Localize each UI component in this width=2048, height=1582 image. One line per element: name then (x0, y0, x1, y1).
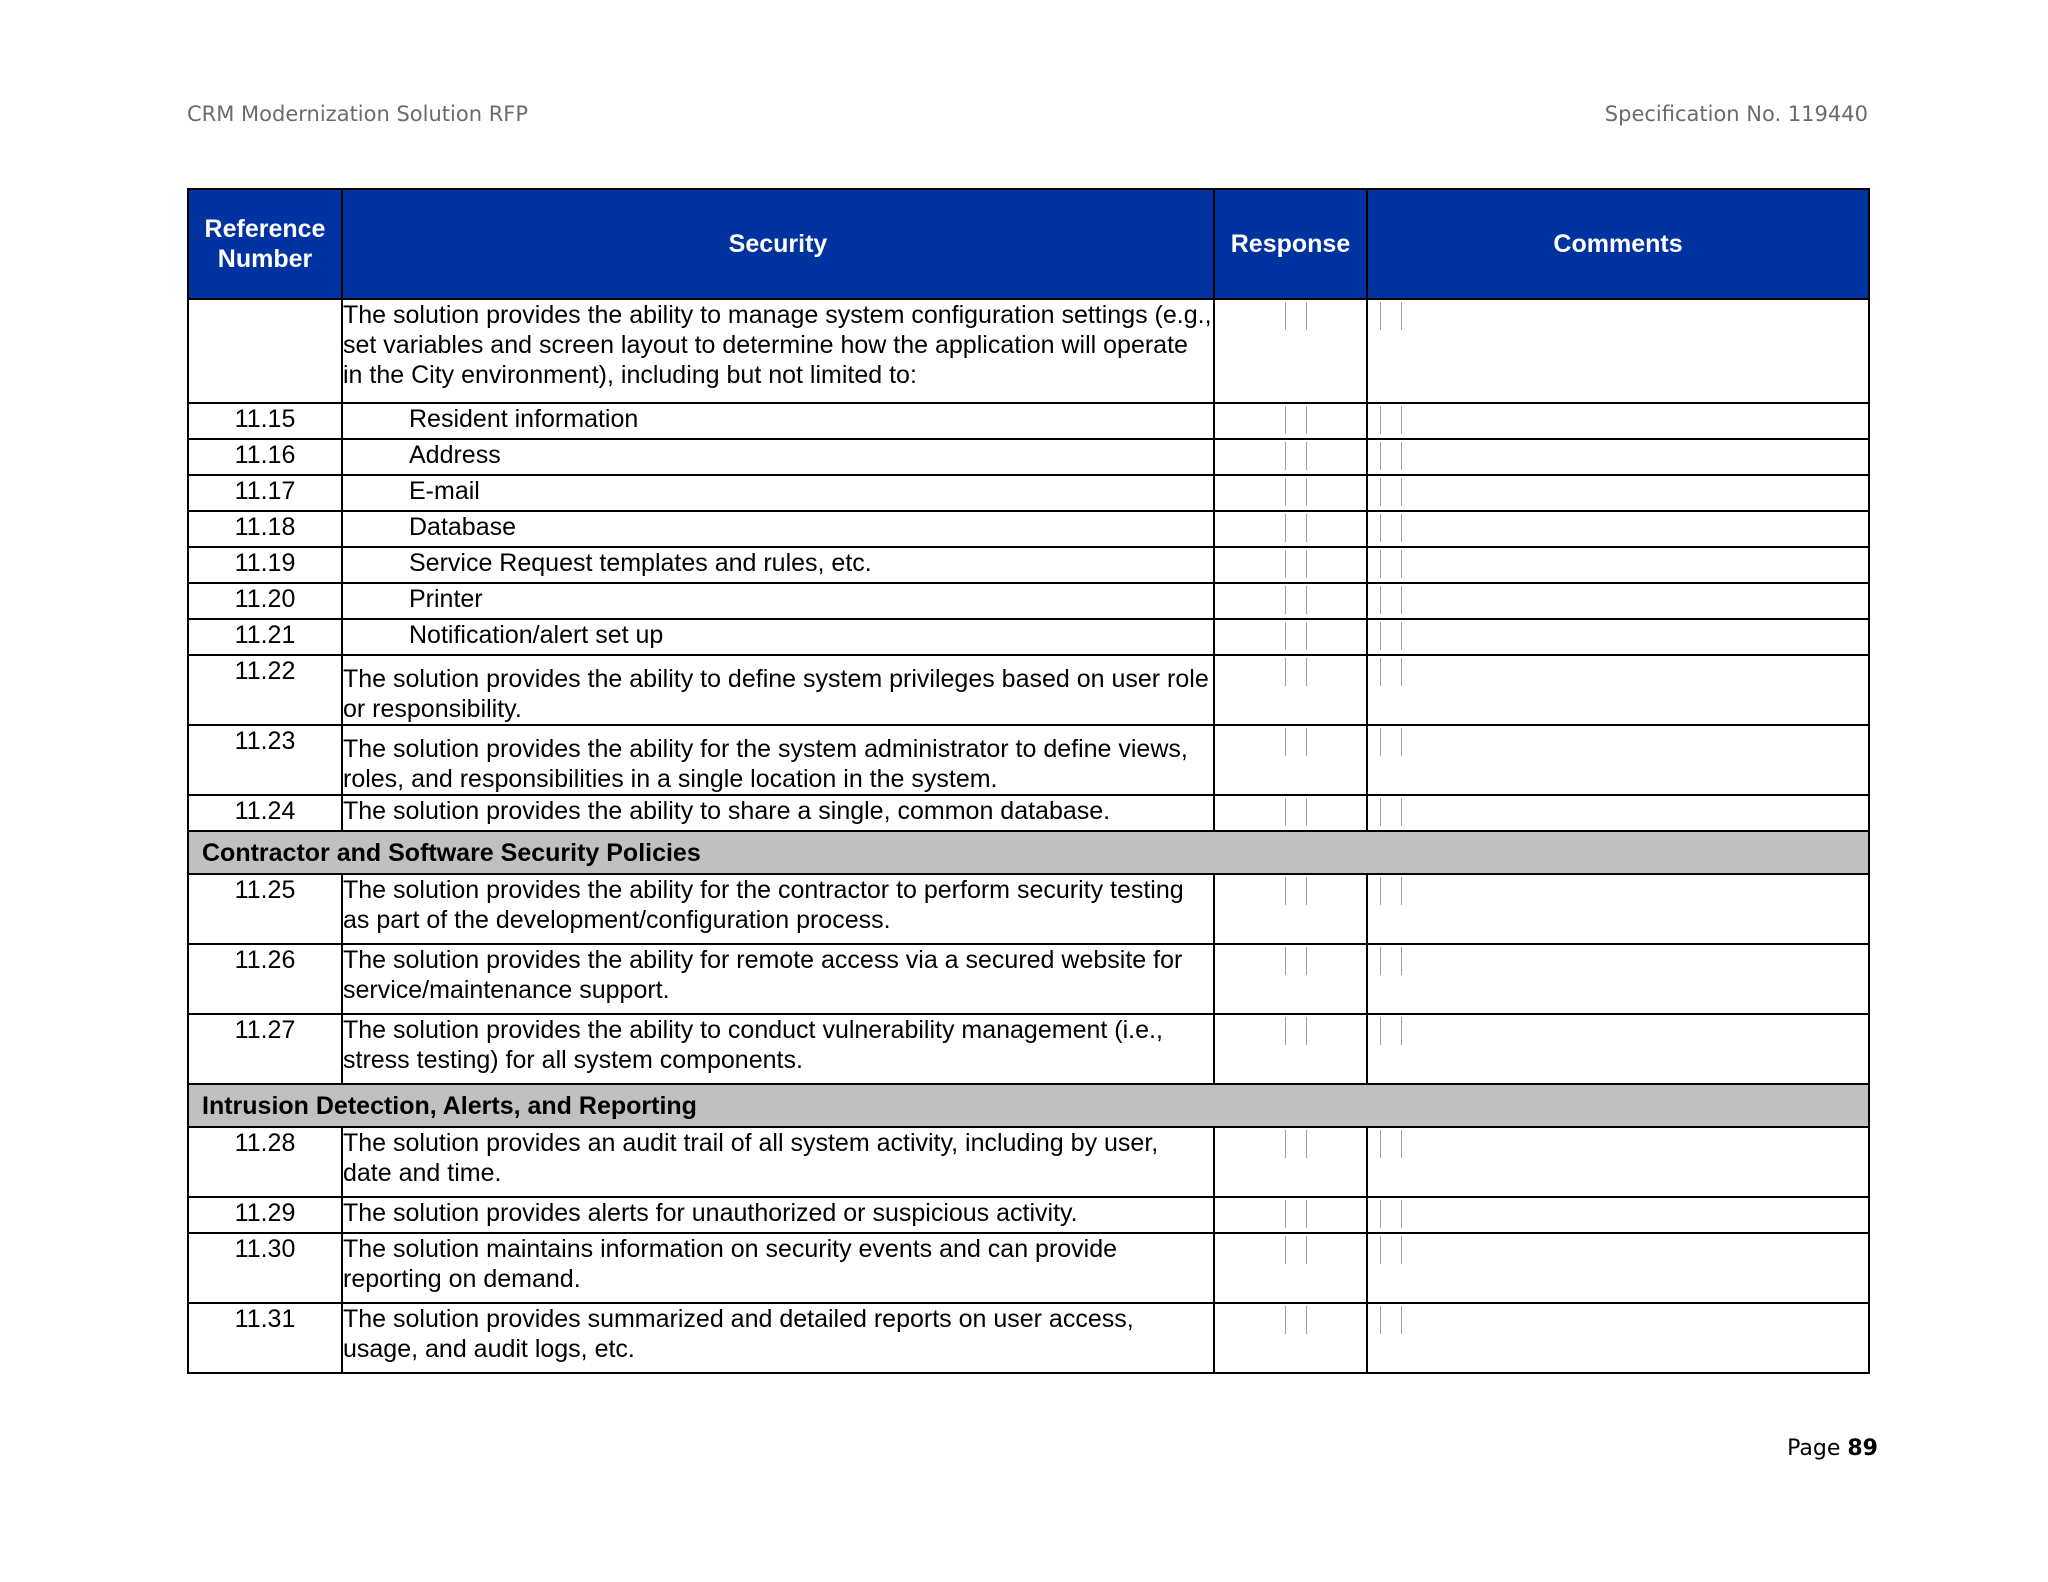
comments-cell[interactable] (1367, 1197, 1869, 1233)
reference-number: 11.29 (188, 1197, 342, 1233)
reference-number: 11.24 (188, 795, 342, 831)
response-cell[interactable] (1214, 795, 1367, 831)
comments-cell[interactable] (1367, 475, 1869, 511)
response-cell[interactable] (1214, 619, 1367, 655)
requirement-text: The solution maintains information on security events and can provide reporting on demand. (342, 1233, 1214, 1303)
comments-field[interactable] (1380, 514, 1402, 542)
reference-number: 11.31 (188, 1303, 342, 1373)
reference-number: 11.16 (188, 439, 342, 475)
reference-number: 11.17 (188, 475, 342, 511)
comments-cell[interactable] (1367, 944, 1869, 1014)
response-field[interactable] (1285, 586, 1307, 614)
section-title: Contractor and Software Security Policies (188, 831, 1869, 874)
reference-number: 11.18 (188, 511, 342, 547)
reference-number: 11.20 (188, 583, 342, 619)
comments-cell[interactable] (1367, 511, 1869, 547)
response-cell[interactable] (1214, 1197, 1367, 1233)
comments-field[interactable] (1380, 947, 1402, 975)
requirement-text: The solution provides the ability to manage system configuration settings (e.g., set variables and screen layout to determine how the application will operate in the City environment), including but not limited to: (342, 299, 1214, 403)
requirement-text: Service Request templates and rules, etc. (342, 547, 1214, 583)
response-cell[interactable] (1214, 944, 1367, 1014)
section-header-row (188, 831, 1869, 874)
requirement-text: E-mail (342, 475, 1214, 511)
requirement-text: The solution provides the ability for the system administrator to define views, roles, and responsibilities in a single location in the system. (342, 725, 1214, 795)
response-field[interactable] (1285, 877, 1307, 905)
response-field[interactable] (1285, 622, 1307, 650)
column-header-reference: Reference Number (188, 189, 342, 299)
response-cell[interactable] (1214, 583, 1367, 619)
table-row (188, 547, 1869, 583)
response-field[interactable] (1285, 1200, 1307, 1228)
reference-number (188, 299, 342, 403)
column-header-response: Response (1214, 189, 1367, 299)
page-footer (1787, 1436, 1878, 1461)
comments-cell[interactable] (1367, 725, 1869, 795)
comments-cell[interactable] (1367, 874, 1869, 944)
requirement-text: Database (342, 511, 1214, 547)
table-row (188, 1197, 1869, 1233)
table-row (188, 1303, 1869, 1373)
reference-number: 11.26 (188, 944, 342, 1014)
reference-number: 11.19 (188, 547, 342, 583)
comments-field[interactable] (1380, 302, 1402, 330)
reference-number: 11.25 (188, 874, 342, 944)
specification-number: Specification No. 119440 (1604, 102, 1868, 126)
comments-field[interactable] (1380, 1200, 1402, 1228)
table-header-row (188, 189, 1869, 299)
comments-cell[interactable] (1367, 619, 1869, 655)
response-field[interactable] (1285, 1306, 1307, 1334)
response-cell[interactable] (1214, 547, 1367, 583)
reference-number: 11.15 (188, 403, 342, 439)
comments-cell[interactable] (1367, 795, 1869, 831)
response-field[interactable] (1285, 658, 1307, 686)
reference-number: 11.28 (188, 1127, 342, 1197)
requirement-text: Address (342, 439, 1214, 475)
response-field[interactable] (1285, 1130, 1307, 1158)
requirement-text: The solution provides an audit trail of all system activity, including by user, date and time. (342, 1127, 1214, 1197)
comments-field[interactable] (1380, 728, 1402, 756)
comments-field[interactable] (1380, 1130, 1402, 1158)
comments-field[interactable] (1380, 1017, 1402, 1045)
table-row (188, 655, 1869, 725)
table-row (188, 725, 1869, 795)
reference-number: 11.21 (188, 619, 342, 655)
table-row (188, 511, 1869, 547)
response-cell[interactable] (1214, 1303, 1367, 1373)
response-cell[interactable] (1214, 475, 1367, 511)
response-field[interactable] (1285, 1236, 1307, 1264)
comments-field[interactable] (1380, 877, 1402, 905)
comments-cell[interactable] (1367, 547, 1869, 583)
table-row (188, 583, 1869, 619)
comments-cell[interactable] (1367, 1233, 1869, 1303)
document-title: CRM Modernization Solution RFP (187, 102, 529, 126)
reference-number: 11.23 (188, 725, 342, 795)
response-field[interactable] (1285, 302, 1307, 330)
comments-field[interactable] (1380, 550, 1402, 578)
response-field[interactable] (1285, 514, 1307, 542)
column-header-comments: Comments (1367, 189, 1869, 299)
section-title: Intrusion Detection, Alerts, and Reporting (188, 1084, 1869, 1127)
response-field[interactable] (1285, 947, 1307, 975)
table-row (188, 795, 1869, 831)
requirements-table (187, 188, 1870, 1374)
comments-field[interactable] (1380, 1236, 1402, 1264)
table-row (188, 1233, 1869, 1303)
comments-cell[interactable] (1367, 403, 1869, 439)
reference-number: 11.30 (188, 1233, 342, 1303)
requirement-text: The solution provides summarized and detailed reports on user access, usage, and audit logs, etc. (342, 1303, 1214, 1373)
table-row (188, 403, 1869, 439)
page-number: 89 (1847, 1436, 1878, 1461)
response-field[interactable] (1285, 442, 1307, 470)
table-body (188, 299, 1869, 1373)
page-label: Page (1787, 1436, 1848, 1461)
comments-field[interactable] (1380, 406, 1402, 434)
comments-field[interactable] (1380, 442, 1402, 470)
comments-cell[interactable] (1367, 439, 1869, 475)
response-cell[interactable] (1214, 299, 1367, 403)
table-row (188, 1127, 1869, 1197)
comments-field[interactable] (1380, 798, 1402, 826)
requirement-text: The solution provides the ability to define system privileges based on user role or responsibility. (342, 655, 1214, 725)
reference-number: 11.22 (188, 655, 342, 725)
table-row (188, 874, 1869, 944)
response-field[interactable] (1285, 798, 1307, 826)
requirement-text: The solution provides the ability for remote access via a secured website for service/maintenance support. (342, 944, 1214, 1014)
reference-number: 11.27 (188, 1014, 342, 1084)
comments-field[interactable] (1380, 1306, 1402, 1334)
comments-cell[interactable] (1367, 299, 1869, 403)
table-row (188, 475, 1869, 511)
response-cell[interactable] (1214, 874, 1367, 944)
response-field[interactable] (1285, 406, 1307, 434)
comments-cell[interactable] (1367, 1303, 1869, 1373)
table-row (188, 299, 1869, 403)
response-field[interactable] (1285, 478, 1307, 506)
comments-cell[interactable] (1367, 1014, 1869, 1084)
table-row (188, 944, 1869, 1014)
table-row (188, 1014, 1869, 1084)
response-field[interactable] (1285, 1017, 1307, 1045)
requirement-text: The solution provides the ability for the contractor to perform security testing as part of the development/configuration process. (342, 874, 1214, 944)
response-field[interactable] (1285, 728, 1307, 756)
comments-cell[interactable] (1367, 583, 1869, 619)
comments-cell[interactable] (1367, 655, 1869, 725)
response-cell[interactable] (1214, 511, 1367, 547)
table-row (188, 619, 1869, 655)
requirement-text: Printer (342, 583, 1214, 619)
column-header-security: Security (342, 189, 1214, 299)
response-cell[interactable] (1214, 439, 1367, 475)
page-header (187, 102, 1868, 134)
response-cell[interactable] (1214, 1127, 1367, 1197)
requirement-text: The solution provides the ability to conduct vulnerability management (i.e., stress testing) for all system components. (342, 1014, 1214, 1084)
requirement-text: The solution provides the ability to share a single, common database. (342, 795, 1214, 831)
requirement-text: The solution provides alerts for unauthorized or suspicious activity. (342, 1197, 1214, 1233)
response-cell[interactable] (1214, 1233, 1367, 1303)
comments-field[interactable] (1380, 586, 1402, 614)
table-row (188, 439, 1869, 475)
response-cell[interactable] (1214, 1014, 1367, 1084)
comments-field[interactable] (1380, 478, 1402, 506)
response-cell[interactable] (1214, 725, 1367, 795)
comments-cell[interactable] (1367, 1127, 1869, 1197)
comments-field[interactable] (1380, 622, 1402, 650)
requirement-text: Notification/alert set up (342, 619, 1214, 655)
response-cell[interactable] (1214, 655, 1367, 725)
response-cell[interactable] (1214, 403, 1367, 439)
comments-field[interactable] (1380, 658, 1402, 686)
requirement-text: Resident information (342, 403, 1214, 439)
section-header-row (188, 1084, 1869, 1127)
response-field[interactable] (1285, 550, 1307, 578)
